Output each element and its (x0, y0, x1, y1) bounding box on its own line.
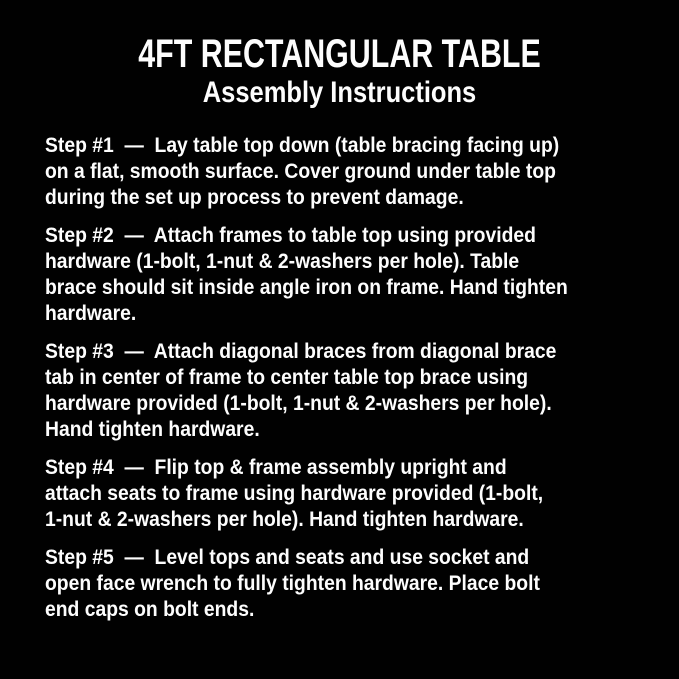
step-5-line-3: end caps on bolt ends. (45, 598, 255, 621)
step-2-line-2: hardware (1-bolt, 1-nut & 2-washers per hole). Table (45, 250, 520, 273)
page-title: 4FT RECTANGULAR TABLE (138, 32, 541, 76)
step-4-line-1: Step #4 — Flip top & frame assembly upright and (45, 456, 507, 479)
step-1 (45, 133, 679, 211)
step-4 (45, 455, 679, 533)
step-3-line-2: tab in center of frame to center table top brace using (45, 366, 529, 389)
step-5-line-1: Step #5 — Level tops and seats and use socket and (45, 546, 530, 569)
step-5 (45, 545, 679, 623)
step-1-line-2: on a flat, smooth surface. Cover ground under table top (45, 160, 556, 183)
step-2-line-1: Step #2 — Attach frames to table top using provided (45, 224, 536, 247)
step-2-line-3: brace should sit inside angle iron on frame. Hand tighten (45, 276, 568, 299)
page-subtitle: Assembly Instructions (202, 76, 477, 109)
step-5-line-2: open face wrench to fully tighten hardware. Place bolt (45, 572, 540, 595)
step-1-line-1: Step #1 — Lay table top down (table bracing facing up) (45, 134, 560, 157)
step-4-line-2: attach seats to frame using hardware provided (1-bolt, (45, 482, 544, 505)
step-3-line-3: hardware provided (1-bolt, 1-nut & 2-washers per hole). (45, 392, 552, 415)
step-3-line-4: Hand tighten hardware. (45, 418, 260, 441)
step-3 (45, 339, 679, 443)
step-1-line-3: during the set up process to prevent damage. (45, 186, 464, 209)
header (0, 0, 679, 108)
step-4-line-3: 1-nut & 2-washers per hole). Hand tighten hardware. (45, 508, 524, 531)
step-3-line-1: Step #3 — Attach diagonal braces from diagonal brace (45, 340, 557, 363)
step-2 (45, 223, 679, 327)
step-2-line-4: hardware. (45, 302, 137, 325)
steps-list (0, 108, 679, 623)
